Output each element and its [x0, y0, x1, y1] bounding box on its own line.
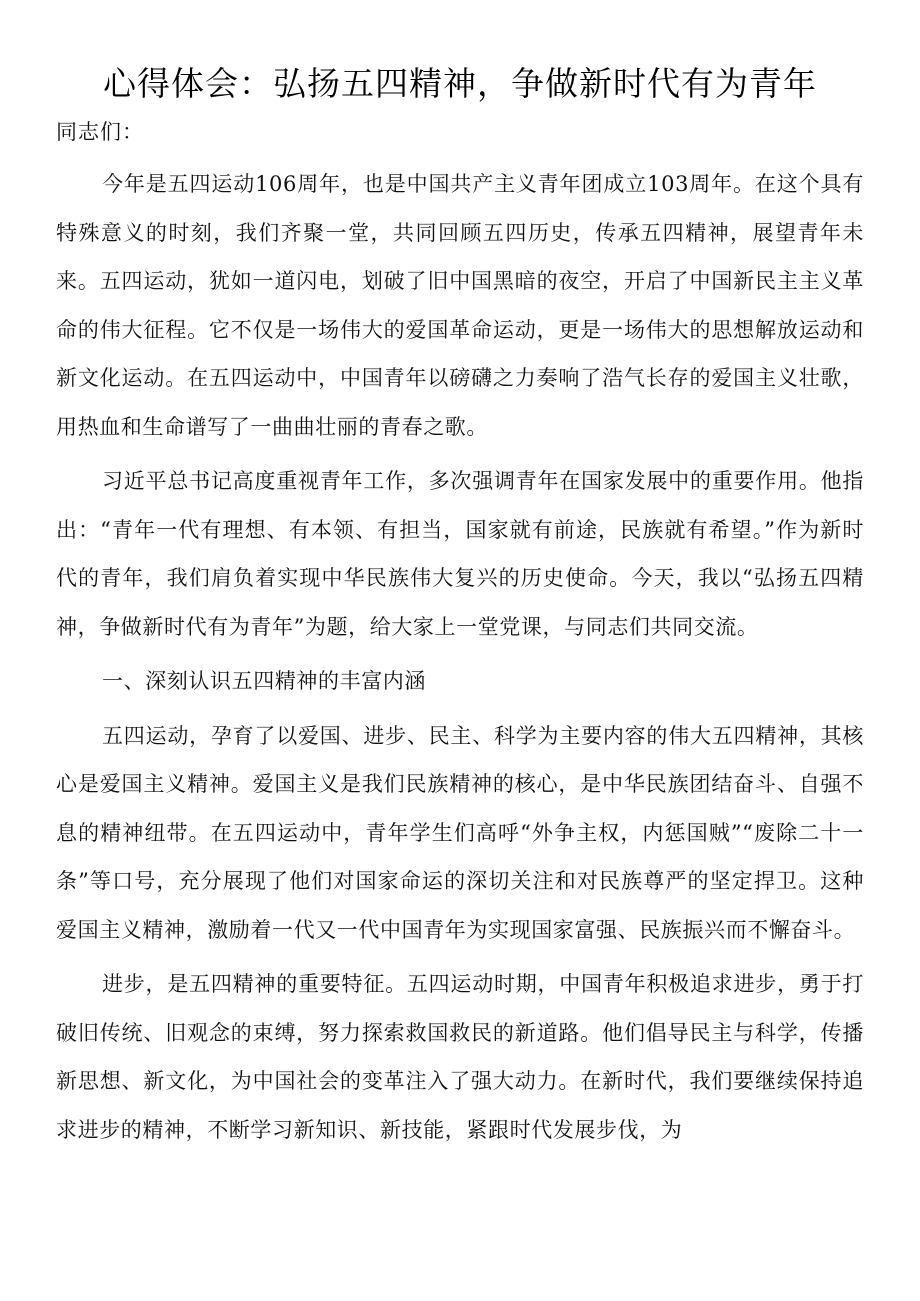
- body-paragraph-1: 今年是五四运动106周年，也是中国共产主义青年团成立103周年。在这个具有特殊意义的时刻，我们齐聚一堂，共同回顾五四历史，传承五四精神，展望青年未来。五四运动，犹如一道闪电，划破了旧中国黑暗的夜空，开启了中国新民主主义革命的伟大征程。它不仅是一场伟大的爱国革命运动，更是一场伟大的思想解放运动和新文化运动。在五四运动中，中国青年以磅礴之力奏响了浩气长存的爱国主义壮歌，用热血和生命谱写了一曲曲壮丽的青春之歌。: [56, 172, 864, 439]
- salutation: 同志们：: [56, 120, 144, 144]
- body-paragraph-2: 习近平总书记高度重视青年工作，多次强调青年在国家发展中的重要作用。他指出：“青年一代有理想、有本领、有担当，国家就有前途，民族就有希望。”作为新时代的青年，我们肩负着实现中华民族伟大复兴的历史使命。今天，我以“弘扬五四精神，争做新时代有为青年”为题，给大家上一堂党课，与同志们共同交流。: [56, 469, 864, 639]
- section-heading: 一、深刻认识五四精神的丰富内涵: [102, 669, 426, 693]
- section-paragraph-1: 五四运动，孕育了以爱国、进步、民主、科学为主要内容的伟大五四精神，其核心是爱国主义精神。爱国主义是我们民族精神的核心，是中华民族团结奋斗、自强不息的精神纽带。在五四运动中，青年学生们高呼“外争主权，内惩国贼”“废除二十一条”等口号，充分展现了他们对国家命运的深切关注和对民族尊严的坚定捍卫。这种爱国主义精神，激励着一代又一代中国青年为实现国家富强、民族振兴而不懈奋斗。: [56, 723, 864, 942]
- section-paragraph-2: 进步，是五四精神的重要特征。五四运动时期，中国青年积极追求进步，勇于打破旧传统、旧观念的束缚，努力探索救国救民的新道路。他们倡导民主与科学，传播新思想、新文化，为中国社会的变革注入了强大动力。在新时代，我们要继续保持追求进步的精神，不断学习新知识、新技能，紧跟时代发展步伐，为: [56, 972, 864, 1142]
- document-title: 心得体会：弘扬五四精神，争做新时代有为青年: [103, 64, 817, 103]
